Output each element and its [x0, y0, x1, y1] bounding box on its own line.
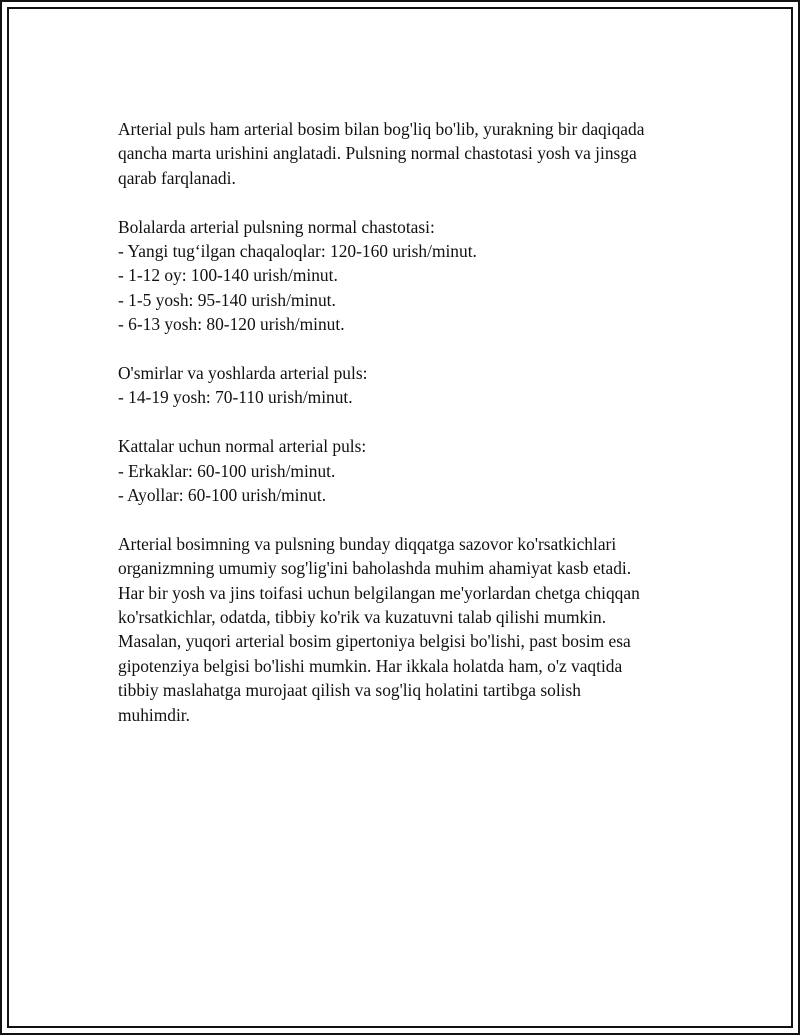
list-item: - Erkaklar: 60-100 urish/minut. — [118, 460, 336, 481]
conclusion-line: organizmning umumiy sog'lig'ini baholashda muhim ahamiyat kasb etadi. — [118, 558, 632, 579]
conclusion-line: muhimdir. — [118, 704, 190, 725]
list-item: - 1-5 yosh: 95-140 urish/minut. — [118, 289, 336, 310]
children-heading: Bolalarda arterial pulsning normal chastotasi: — [118, 216, 435, 237]
conclusion-line: Arterial bosimning va pulsning bunday diqqatga sazovor ko'rsatkichlari — [118, 533, 617, 554]
conclusion-paragraph — [118, 532, 693, 727]
adults-heading: Kattalar uchun normal arterial puls: — [118, 436, 367, 457]
list-item: - Ayollar: 60-100 urish/minut. — [118, 485, 327, 506]
intro-line: qarab farqlanadi. — [118, 167, 236, 188]
conclusion-line: gipotenziya belgisi bo'lishi mumkin. Har ikkala holatda ham, o'z vaqtida — [118, 655, 623, 676]
teens-heading: O'smirlar va yoshlarda arterial puls: — [118, 363, 368, 384]
children-section — [118, 215, 693, 337]
intro-line: qancha marta urishini anglatadi. Pulsning normal chastotasi yosh va jinsga — [118, 143, 637, 164]
conclusion-line: Masalan, yuqori arterial bosim gipertoniya belgisi bo'lishi, past bosim esa — [118, 631, 631, 652]
conclusion-line: tibbiy maslahatga murojaat qilish va sog'liq holatini tartibga solish — [118, 680, 581, 701]
conclusion-line: Har bir yosh va jins toifasi uchun belgilangan me'yorlardan chetga chiqqan — [118, 582, 640, 603]
teens-section — [118, 361, 693, 410]
intro-paragraph — [118, 117, 693, 190]
list-item: - Yangi tug‘ilgan chaqaloqlar: 120-160 urish/minut. — [118, 241, 477, 262]
document-body — [118, 117, 693, 751]
adults-section — [118, 434, 693, 507]
list-item: - 6-13 yosh: 80-120 urish/minut. — [118, 314, 345, 335]
list-item: - 14-19 yosh: 70-110 urish/minut. — [118, 387, 353, 408]
intro-line: Arterial puls ham arterial bosim bilan bog'liq bo'lib, yurakning bir daqiqada — [118, 119, 645, 139]
list-item: - 1-12 oy: 100-140 urish/minut. — [118, 265, 338, 286]
conclusion-line: ko'rsatkichlar, odatda, tibbiy ko'rik va kuzatuvni talab qilishi mumkin. — [118, 607, 607, 628]
